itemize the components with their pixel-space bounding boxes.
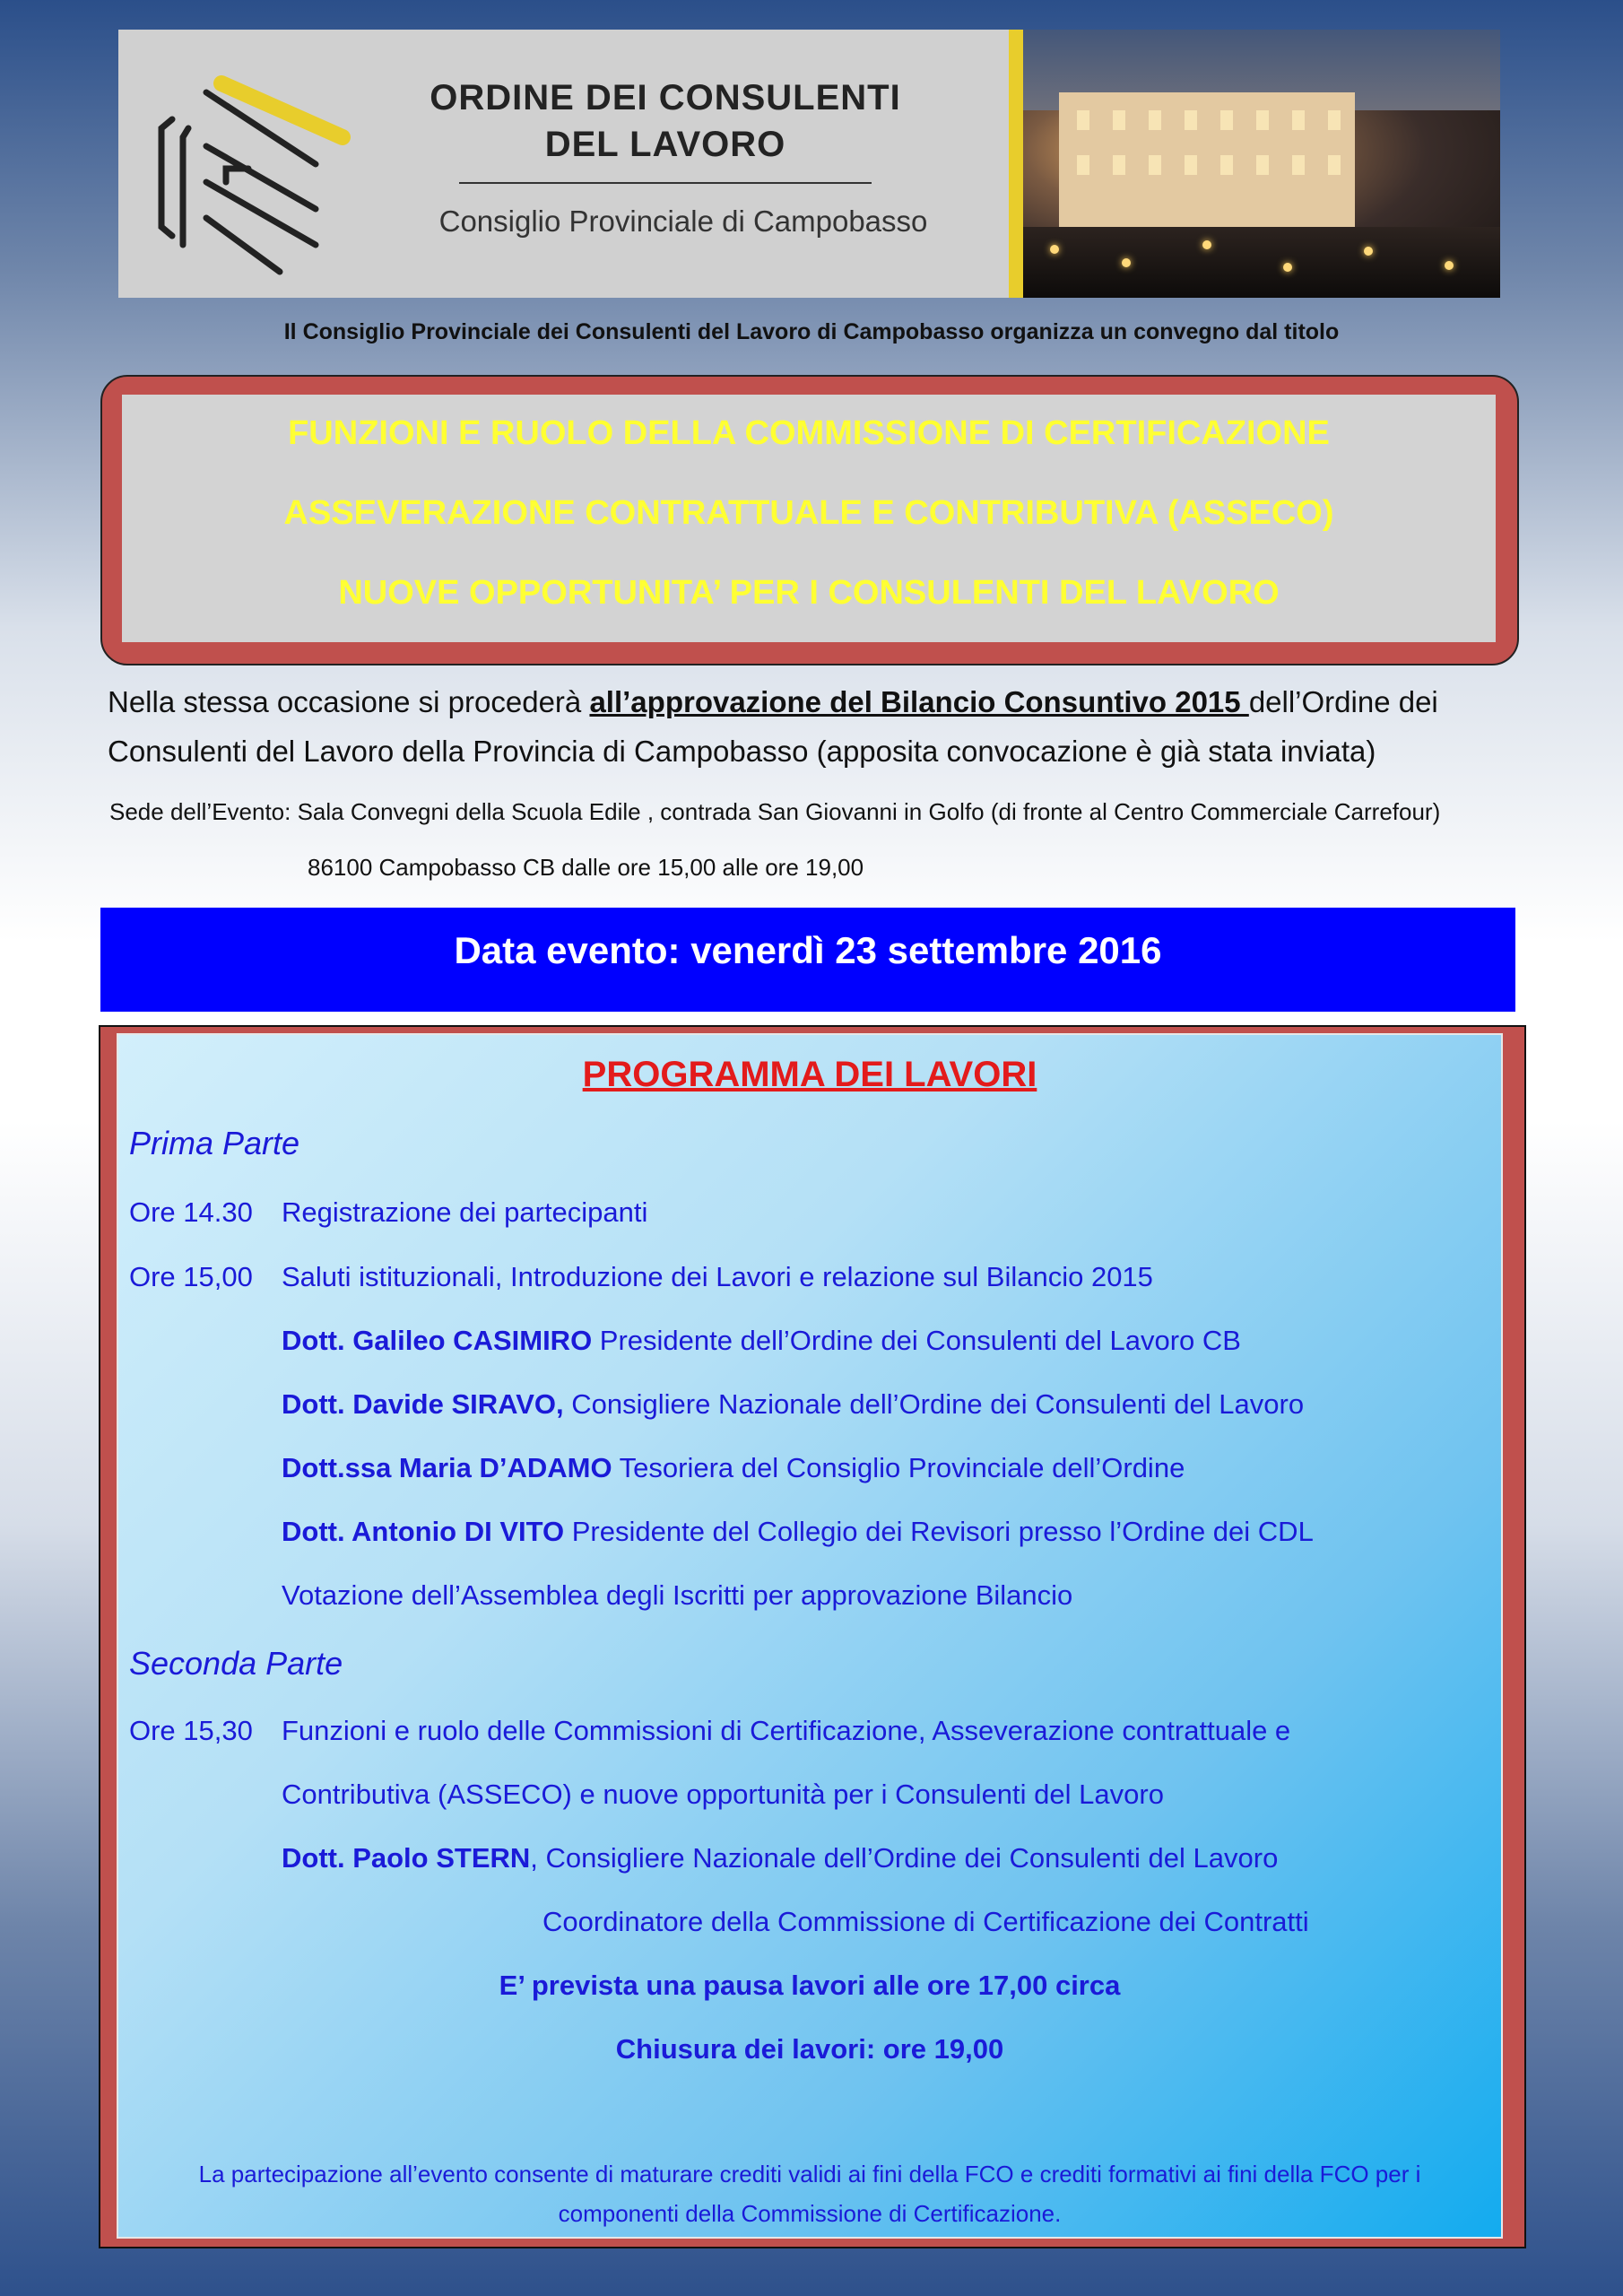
event-title-box <box>100 375 1519 665</box>
approval-text-pre: Nella stessa occasione si procederà <box>108 685 590 718</box>
item-asseco-line-2: Contributiva (ASSECO) e nuove opportunità per i Consulenti del Lavoro <box>282 1779 1164 1810</box>
speaker-role: Presidente del Collegio dei Revisori presso l’Ordine dei CDL <box>564 1516 1314 1547</box>
item-asseco-line-1: Funzioni e ruolo delle Commissioni di Certificazione, Asseverazione contrattuale e <box>282 1715 1291 1746</box>
header-banner <box>118 30 1500 298</box>
program-box <box>99 1025 1526 2248</box>
speaker-divito <box>282 1516 1314 1548</box>
venue-city-hours: 86100 Campobasso CB dalle ore 15,00 alle ore 19,00 <box>308 854 864 881</box>
pause-note: E’ prevista una pausa lavori alle ore 17,00 circa <box>499 1970 1121 2001</box>
time-2: Ore 15,00 <box>129 1261 253 1292</box>
campobasso-night-photo <box>1023 30 1500 298</box>
speaker-name: Dott.ssa Maria D’ADAMO <box>282 1452 612 1483</box>
speaker-role: Consigliere Nazionale dell’Ordine dei Consulenti del Lavoro <box>563 1388 1305 1420</box>
speaker-stern-role-2: Coordinatore della Commissione di Certificazione dei Contratti <box>542 1906 1309 1937</box>
event-title-line-3: NUOVE OPPORTUNITA’ PER I CONSULENTI DEL LAVORO <box>338 574 1280 612</box>
venue-address: Sede dell’Evento: Sala Convegni della Scuola Edile , contrada San Giovanni in Golfo (di fronte al Centro Commerciale Carrefour) <box>109 798 1441 825</box>
approval-paragraph <box>108 677 1506 776</box>
part-two-heading: Seconda Parte <box>129 1645 343 1682</box>
item-vote: Votazione dell’Assemblea degli Iscritti per approvazione Bilancio <box>282 1579 1073 1611</box>
org-subtitle: Consiglio Provinciale di Campobasso <box>438 204 928 238</box>
event-title-line-2: ASSEVERAZIONE CONTRATTUALE E CONTRIBUTIVA (ASSECO) <box>283 494 1334 532</box>
speaker-name: Dott. Antonio DI VITO <box>282 1516 565 1547</box>
event-date: Data evento: venerdì 23 settembre 2016 <box>454 929 1162 971</box>
speaker-name: Dott. Davide SIRAVO, <box>282 1388 564 1420</box>
item-registration: Registrazione dei partecipanti <box>282 1196 648 1228</box>
event-title-line-1: FUNZIONI E RUOLO DELLA COMMISSIONE DI CERTIFICAZIONE <box>288 414 1330 452</box>
photo-building <box>1059 92 1355 227</box>
org-title: ORDINE DEI CONSULENTI DEL LAVORO <box>430 78 901 164</box>
banner-divider-line <box>459 182 872 184</box>
item-greetings: Saluti istituzionali, Introduzione dei Lavori e relazione sul Bilancio 2015 <box>282 1261 1153 1292</box>
program-panel <box>117 1033 1503 2239</box>
credits-note: La partecipazione all’evento consente di maturare crediti validi ai fini della FCO e crediti formativi ai fini della FCO per i componenti della Commissione di Certificazione. <box>198 2161 1421 2227</box>
approval-text-bold: all’approvazione del Bilancio Consuntivo 2015 <box>589 685 1249 718</box>
program-title: PROGRAMMA DEI LAVORI <box>582 1055 1037 1094</box>
photo-street-lights <box>1023 236 1500 290</box>
event-date-bar <box>100 908 1515 1012</box>
ordine-logo-icon <box>136 65 360 281</box>
speaker-dadamo <box>282 1452 1185 1484</box>
speaker-casimiro <box>282 1325 1241 1357</box>
intro-text: Il Consiglio Provinciale dei Consulenti del Lavoro di Campobasso organizza un convegno dal titolo <box>283 319 1340 344</box>
speaker-role: , Consigliere Nazionale dell’Ordine dei Consulenti del Lavoro <box>530 1842 1279 1874</box>
approval-text-post: dell’Ordine dei Consulenti del Lavoro della Provincia di Campobasso (apposita convocazione è già stata inviata) <box>108 685 1438 768</box>
part-one-heading: Prima Parte <box>129 1125 300 1161</box>
banner-yellow-stripe <box>1009 30 1023 298</box>
closing-time: Chiusura dei lavori: ore 19,00 <box>615 2033 1004 2065</box>
time-3: Ore 15,30 <box>129 1715 253 1746</box>
speaker-role: Tesoriera del Consiglio Provinciale dell’Ordine <box>612 1452 1185 1483</box>
event-title-panel <box>122 395 1496 642</box>
speaker-name: Dott. Paolo STERN <box>282 1842 531 1874</box>
speaker-stern <box>282 1842 1278 1874</box>
speaker-role: Presidente dell’Ordine dei Consulenti del Lavoro CB <box>592 1325 1241 1356</box>
speaker-name: Dott. Galileo CASIMIRO <box>282 1325 593 1356</box>
time-1: Ore 14.30 <box>129 1196 253 1228</box>
speaker-siravo <box>282 1388 1304 1421</box>
